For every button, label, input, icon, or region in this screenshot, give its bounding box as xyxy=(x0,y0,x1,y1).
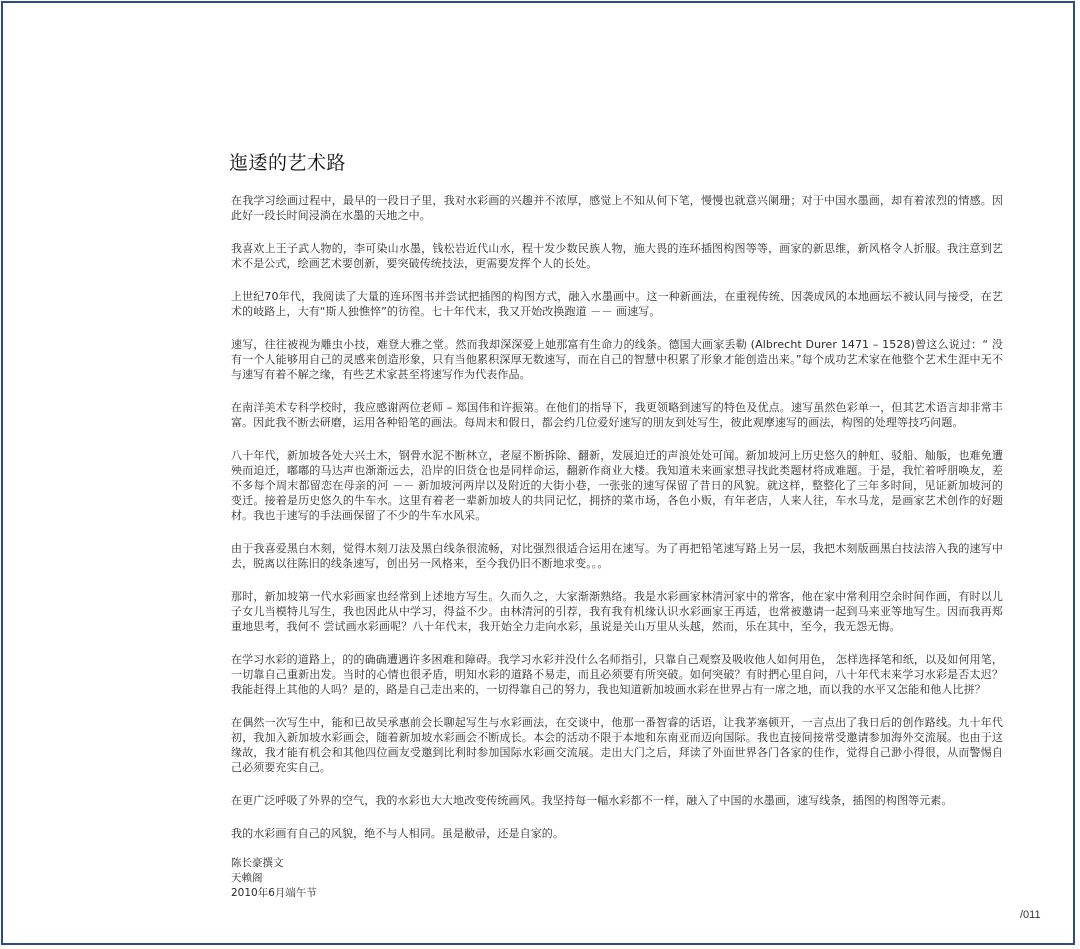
paragraph-9: 在学习水彩的道路上，的的确确遭遇许多困难和障碍。我学习水彩并没什么名师指引，只靠自己观察及吸收他人如何用色， 怎样选择笔和纸，以及如何用笔，一切靠自己重新出发。当时的心情也很矛盾，明知水彩的道路不易走，而且必须要有所突破。如何突破？有时捫心里自问，八十年代末来学习水彩是否太迟？我能赶得上其他的人吗？是的，路是自己走出来的，一切得靠自己的努力，我也知道新加坡画水彩在世界占有一席之地，而以我的水平又怎能和他人比拼？ xyxy=(231,653,1003,696)
signature-studio: 天赖阁 xyxy=(231,872,263,884)
signature-author: 陈长豪撰文 xyxy=(231,857,284,869)
signature-block xyxy=(231,856,317,901)
paragraph-10: 在偶然一次写生中，能和已故吴承惠前会长聊起写生与水彩画法，在交谈中，他那一番智睿的话语，让我茅塞顿开，一言点出了我日后的创作路线。九十年代初，我加入新加坡水彩画会，随着新加坡水彩画会不断成长。本会的活动不限于本地和东南亚而迈向国际。我也直接间接常受邀请参加海外交流展。也由于这缘故，我才能有机会和其他四位画友受邀到比利时参加国际水彩画交流展。走出大门之后，拜读了外面世界各门各家的佳作，觉得自己渺小得很，从而警惕自己必须要充实自己。 xyxy=(231,716,1003,774)
page-number: /011 xyxy=(1020,909,1041,921)
paragraph-4: 速写，往往被视为雕虫小技，难登大雅之堂。然而我却深深爱上她那富有生命力的线条。德国大画家丢勒 (Albrecht Durer 1471 – 1528)曾这么说过：“ 没有一个人能够用自己的灵感来创造形象，只有当他累积深厚无数速写，而在自己的智慧中积累了形象才能创造出来。”每个成功艺术家在他整个艺术生涯中无不与速写有着不解之缘，有些艺术家甚至将速写作为代表作品。 xyxy=(231,338,1003,381)
paragraph-11: 在更广泛呼吸了外界的空气，我的水彩也大大地改变传统画风。我坚持每一幅水彩都不一样，融入了中国的水墨画，速写线条，插图的构图等元素。 xyxy=(231,794,953,807)
page-frame xyxy=(1,1,1075,945)
paragraph-3: 上世纪70年代，我阅读了大量的连环图书并尝试把插图的构图方式，融入水墨画中。这一种新画法，在重视传统、因袭成风的本地画坛不被认同与接受，在艺术的岐路上，大有“斯人独憔悴”的彷徨。七十年代末，我又开始改换跑道 －－ 画速写。 xyxy=(231,290,1003,318)
article-title: 迤逶的艺术路 xyxy=(229,152,347,174)
paragraph-12: 我的水彩画有自己的风貌，绝不与人相同。虽是敝帚，还是自家的。 xyxy=(231,827,564,840)
paragraph-5: 在南洋美术专科学校时，我应感谢两位老师 – 郑国伟和许振第。在他们的指导下，我更领略到速写的特色及优点。速写虽然色彩单一，但其艺术语言却非常丰富。因此我不断去研磨，运用各种铅笔的画法。每周末和假日，都会约几位爱好速写的朋友到处写生，彼此观摩速写的画法，构图的处理等技巧问题。 xyxy=(231,401,1003,429)
paragraph-1: 在我学习绘画过程中，最早的一段日子里，我对水彩画的兴趣并不浓厚，感觉上不知从何下笔，慢慢也就意兴阑珊；对于中国水墨画，却有着浓烈的情感。因此好一段长时间浸淌在水墨的天地之中。 xyxy=(231,194,1003,222)
paragraph-6: 八十年代，新加坡各处大兴土木，钢骨水泥不断林立，老屋不断拆除、翻新，发展迫迁的声浪处处可闻。新加坡河上历史悠久的舯舡、驳船、舢舨，也难免遭殃而迫迁，嘟嘟的马达声也渐渐远去，沿岸的旧货仓也是同样命运，翻新作商业大楼。我知道未来画家想寻找此类题材将成难题。于是，我忙着呼朋唤友，差不多每个周末都留恋在母亲的河 －－ 新加坡河两岸以及附近的大街小巷，一张张的速写保留了昔日的风貌。就这样，整整化了三年多时间，见证新加坡河的变迁。接着是历史悠久的牛车水。这里有着老一辈新加坡人的共同记忆，拥挤的菜市场，各色小贩，有年老店，人来人往，车水马龙，是画家艺术创作的好题材。我也于速写的手法画保留了不少的牛车水风采。 xyxy=(231,449,1003,522)
article-body xyxy=(231,193,1003,859)
paragraph-8: 那时，新加坡第一代水彩画家也经常到上述地方写生。久而久之，大家渐渐熟络。我是水彩画家林清河家中的常客，他在家中常利用空余时间作画，有时以儿子女儿当模特儿写生，我也因此从中学习，得益不少。由林清河的引荐，我有我有机缘认识水彩画家王再适，也常被邀请一起到马来亚等地写生。因而我再郑重地思考，我何不 尝试画水彩画呢？八十年代末，我开始全力走向水彩，虽说是关山万里从头越，然而，乐在其中，至今，我无怨无悔。 xyxy=(231,590,1003,633)
paragraph-2: 我喜欢上王子武人物的，李可染山水墨，钱松岩近代山水，程十发少数民族人物，施大畏的连环插图构图等等，画家的新思维，新风格令人折服。我注意到艺术不是公式，绘画艺术要创新，要突破传统技法，更需要发挥个人的长处。 xyxy=(231,242,1003,270)
paragraph-7: 由于我喜爱黑白木刻，觉得木刻刀法及黑白线条很流畅，对比强烈很适合运用在速写。为了再把铅笔速写路上另一层，我把木刻版画黑白技法溶入我的速写中去，脱离以往陈旧的线条速写，创出另一风格来，至今我仍旧不断地求变。。。 xyxy=(231,542,1003,570)
signature-date: 2010年6月端午节 xyxy=(231,887,317,899)
